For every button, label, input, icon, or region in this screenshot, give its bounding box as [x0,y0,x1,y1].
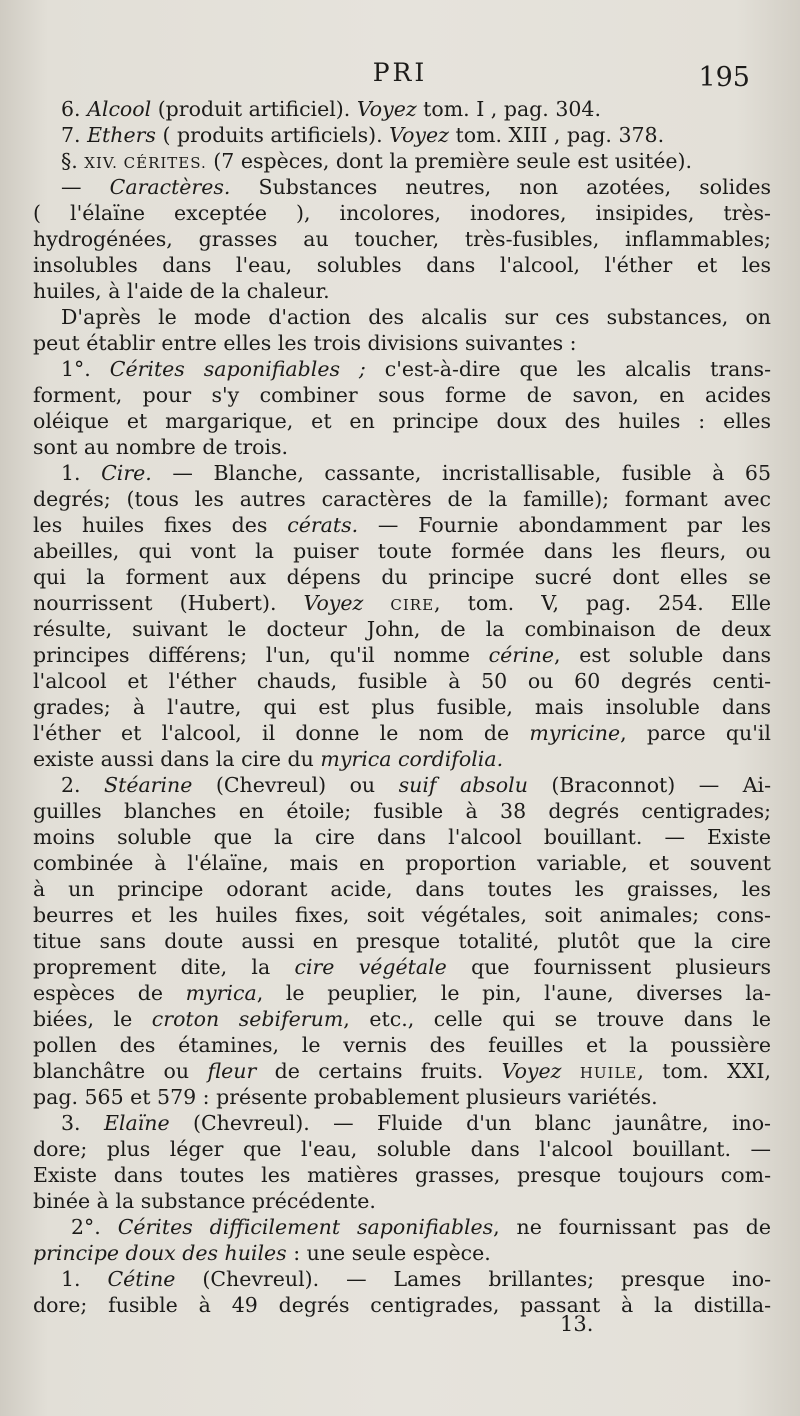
italic-text: myrica [185,981,257,1005]
text-run: Existe dans toutes les matières grasses, presque toujours com- [33,1163,771,1187]
italic-text: Cire. [101,461,152,485]
text-line [33,1292,771,1318]
text-run: dore; plus léger que l'eau, soluble dans l'alcool bouillant. — [33,1137,771,1161]
text-line [33,1110,771,1136]
text-run: les huiles fixes des [33,513,288,537]
text-run: que fournissent plusieurs [446,955,771,979]
text-line [33,902,771,928]
text-run: 6. [61,97,88,121]
text-run: tom. XIII , pag. 378. [448,123,665,147]
text-run: nourrissent (Hubert). [33,591,304,615]
text-line [33,720,771,746]
text-line [33,486,771,512]
italic-text: Elaïne [103,1111,170,1135]
italic-text: cérine [488,643,554,667]
text-line [33,772,771,798]
page-header [0,58,800,98]
body-text [33,96,771,1318]
text-line [33,1188,771,1214]
small-caps-text: CIRE [390,596,435,614]
text-run: proprement dite, la [33,955,295,979]
text-line [33,980,771,1006]
text-run: dore; fusible à 49 degrés centigrades, passant à la distilla- [33,1293,771,1317]
text-run: D'après le mode d'action des alcalis sur ces substances, on [61,305,771,329]
small-caps-text: XIV. CÉRITES. [84,154,207,172]
italic-text: Caractères. [109,175,231,199]
text-line [33,1240,771,1266]
page-number: 195 [698,62,750,93]
italic-text: myrica cordifolia. [320,747,504,771]
text-line [33,1162,771,1188]
text-run: pollen des étamines, le vernis des feuilles et la poussière [33,1033,771,1057]
text-line [33,642,771,668]
text-run: combinée à l'élaïne, mais en proportion variable, et souvent [33,851,771,875]
text-run: (Chevreul). — Fluide d'un blanc jaunâtre, ino- [169,1111,771,1135]
text-line [33,1136,771,1162]
text-run: 1°. [61,357,110,381]
text-line [33,928,771,954]
text-line [33,746,771,772]
italic-text: Cérites saponifiables ; [109,357,366,381]
text-run: existe aussi dans la cire du [33,747,321,771]
text-run: à un principe odorant acide, dans toutes les graisses, les [33,877,771,901]
text-line [33,564,771,590]
text-run: 7. [61,123,88,147]
text-run: l'éther et l'alcool, il donne le nom de [33,721,530,745]
text-run [561,1059,579,1083]
text-run: , est soluble dans [553,643,771,667]
italic-text: suif absolu [398,773,528,797]
text-run: principes différens; l'un, qu'il nomme [33,643,489,667]
text-line [33,278,771,304]
text-run: tom. I , pag. 304. [416,97,601,121]
italic-text: Ethers [87,123,156,147]
text-line [33,174,771,200]
italic-text: Cétine [107,1267,176,1291]
italic-text: cérats. [287,513,359,537]
italic-text: Alcool [87,97,152,121]
text-run: (produit artificiel). [151,97,357,121]
text-run: c'est-à-dire que les alcalis trans- [365,357,771,381]
text-line [33,1032,771,1058]
text-line [33,1214,771,1240]
text-line [33,434,771,460]
text-run: peut établir entre elles les trois divisions suivantes : [33,331,577,355]
text-line [33,798,771,824]
text-run: espèces de [33,981,186,1005]
text-line [33,616,771,642]
text-run: blanchâtre ou [33,1059,208,1083]
italic-text: myricine [529,721,621,745]
text-run: moins soluble que la cire dans l'alcool bouillant. — Existe [33,825,771,849]
text-run: binée à la substance précédente. [33,1189,376,1213]
text-run: (7 espèces, dont la première seule est usitée). [206,149,693,173]
signature-mark: 13. [560,1312,594,1336]
text-line [33,850,771,876]
text-line [33,330,771,356]
text-line [33,96,771,122]
small-caps-text: HUILE [579,1064,638,1082]
text-run: , ne fournissant pas de [493,1215,771,1239]
text-line [33,122,771,148]
text-line [33,512,771,538]
text-line [33,538,771,564]
text-run: de certains fruits. [256,1059,502,1083]
italic-text: Voyez [501,1059,562,1083]
italic-text: cire végétale [294,955,447,979]
text-run: degrés; (tous les autres caractères de la famille); formant avec [33,487,771,511]
text-run: beurres et les huiles fixes, soit végétales, soit animales; cons- [33,903,771,927]
text-run: oléique et margarique, et en principe doux des huiles : elles [33,409,771,433]
text-line [33,408,771,434]
text-run: (Chevreul). — Lames brillantes; presque ino- [175,1267,771,1291]
italic-text: Voyez [356,97,417,121]
text-run: insolubles dans l'eau, solubles dans l'alcool, l'éther et les [33,253,771,277]
text-run: 1. [61,1267,108,1291]
text-line [33,1266,771,1292]
text-run: , tom. V, pag. 254. Elle [434,591,771,615]
text-run: — [61,175,110,199]
italic-text: Voyez [303,591,364,615]
text-line [33,668,771,694]
text-line [33,824,771,850]
text-run: pag. 565 et 579 : présente probablement plusieurs variétés. [33,1085,658,1109]
text-line [33,876,771,902]
text-run: l'alcool et l'éther chauds, fusible à 50 ou 60 degrés centi- [33,669,771,693]
text-run: huiles, à l'aide de la chaleur. [33,279,330,303]
running-head: PRI [372,58,428,87]
text-line [33,226,771,252]
italic-text: principe doux des huiles [33,1241,287,1265]
text-run [363,591,390,615]
text-run: ( l'élaïne exceptée ), incolores, inodores, insipides, très- [33,201,771,225]
text-run: , tom. XXI, [637,1059,771,1083]
text-run: 2°. [71,1215,118,1239]
text-line [33,356,771,382]
italic-text: fleur [207,1059,257,1083]
text-run: — Blanche, cassante, incristallisable, fusible à 65 [151,461,771,485]
text-line [33,148,771,174]
text-line [33,1006,771,1032]
text-line [33,954,771,980]
text-line [33,1058,771,1084]
text-run: §. [61,149,85,173]
text-run: — Fournie abondamment par les [358,513,771,537]
text-line [33,694,771,720]
text-run: hydrogénées, grasses au toucher, très-fusibles, inflammables; [33,227,771,251]
text-run: , etc., celle qui se trouve dans le [343,1007,771,1031]
text-run: titue sans doute aussi en presque totalité, plutôt que la cire [33,929,771,953]
text-run: sont au nombre de trois. [33,435,289,459]
text-run: résulte, suivant le docteur John, de la combinaison de deux [33,617,771,641]
text-run: biées, le [33,1007,152,1031]
text-run: 3. [61,1111,104,1135]
text-line [33,382,771,408]
text-run: ( produits artificiels). [155,123,390,147]
text-run: , parce qu'il [620,721,771,745]
text-run: qui la forment aux dépens du principe sucré dont elles se [33,565,771,589]
text-run: 2. [61,773,105,797]
text-line [33,460,771,486]
italic-text: Voyez [389,123,449,147]
italic-text: croton sebiferum [151,1007,344,1031]
text-run: : une seule espèce. [286,1241,491,1265]
text-run: guilles blanches en étoile; fusible à 38 degrés centigrades; [33,799,771,823]
text-line [33,200,771,226]
text-run: (Braconnot) — Ai- [527,773,771,797]
italic-text: Cérites difficilement saponifiables [117,1215,494,1239]
text-run: 1. [61,461,102,485]
text-run: Substances neutres, non azotées, solides [230,175,771,199]
text-line [33,1084,771,1110]
text-run: abeilles, qui vont la puiser toute formée dans les fleurs, ou [33,539,771,563]
italic-text: Stéarine [104,773,193,797]
text-run: (Chevreul) ou [192,773,399,797]
text-line [33,304,771,330]
text-run: forment, pour s'y combiner sous forme de savon, en acides [33,383,771,407]
text-line [33,252,771,278]
text-line [33,590,771,616]
text-run: grades; à l'autre, qui est plus fusible, mais insoluble dans [33,695,771,719]
text-run: , le peuplier, le pin, l'aune, diverses la- [256,981,771,1005]
